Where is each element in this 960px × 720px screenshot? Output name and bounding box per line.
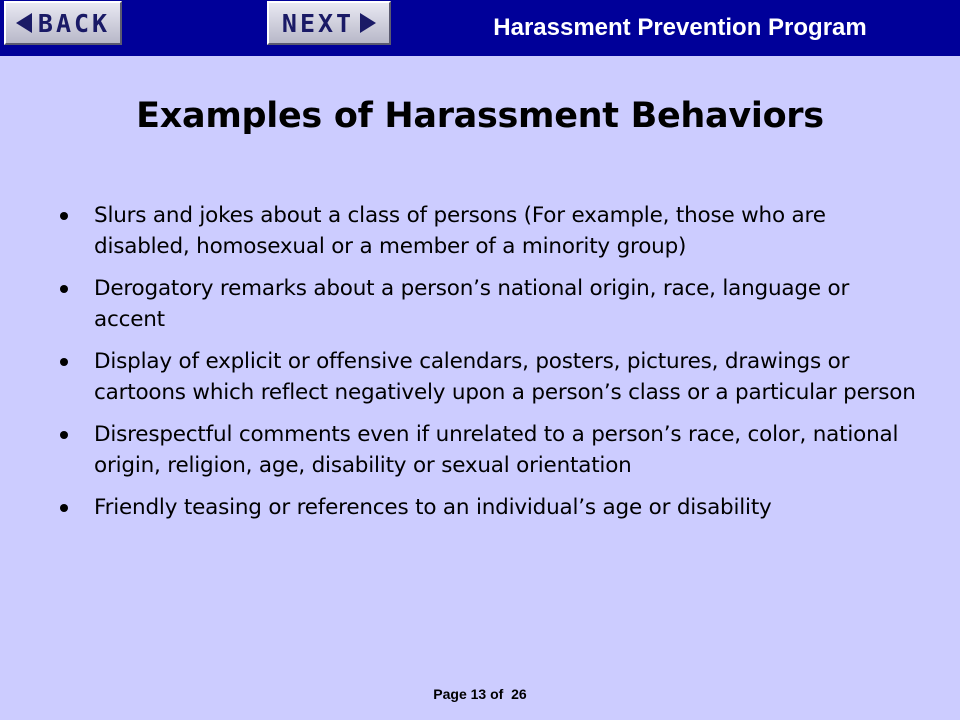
program-title: Harassment Prevention Program xyxy=(493,14,867,41)
list-item xyxy=(58,346,918,408)
next-button-content xyxy=(282,9,376,38)
list-item xyxy=(58,492,918,523)
header-bar xyxy=(0,0,960,56)
next-button[interactable] xyxy=(267,1,391,45)
arrow-right-icon xyxy=(360,13,376,33)
page-title: Examples of Harassment Behaviors xyxy=(136,96,824,136)
bullet-list xyxy=(58,200,918,534)
list-item-text: Friendly teasing or references to an individual’s age or disability xyxy=(94,495,772,520)
arrow-left-icon xyxy=(16,13,32,33)
list-item-text: Slurs and jokes about a class of persons (For example, those who are disabled, homosexual or a member of a minority group) xyxy=(94,203,826,259)
list-item xyxy=(58,419,918,481)
list-item xyxy=(58,273,918,335)
bullet-icon xyxy=(60,285,68,293)
back-button[interactable] xyxy=(4,1,122,45)
bullet-icon xyxy=(60,431,68,439)
back-button-label: BACK xyxy=(37,8,111,38)
list-item xyxy=(58,200,918,262)
list-item-text: Disrespectful comments even if unrelated to a person’s race, color, national origin, religion, age, disability or sexual orientation xyxy=(94,422,899,478)
bullet-icon xyxy=(60,212,68,220)
bullet-icon xyxy=(60,358,68,366)
page-indicator: Page 13 of 26 xyxy=(433,686,527,702)
bullet-icon xyxy=(60,504,68,512)
next-button-label: NEXT xyxy=(281,8,355,38)
back-button-content xyxy=(16,9,110,38)
list-item-text: Derogatory remarks about a person’s national origin, race, language or accent xyxy=(94,276,850,332)
list-item-text: Display of explicit or offensive calendars, posters, pictures, drawings or cartoons which reflect negatively upon a person’s class or a particular person xyxy=(94,349,916,405)
